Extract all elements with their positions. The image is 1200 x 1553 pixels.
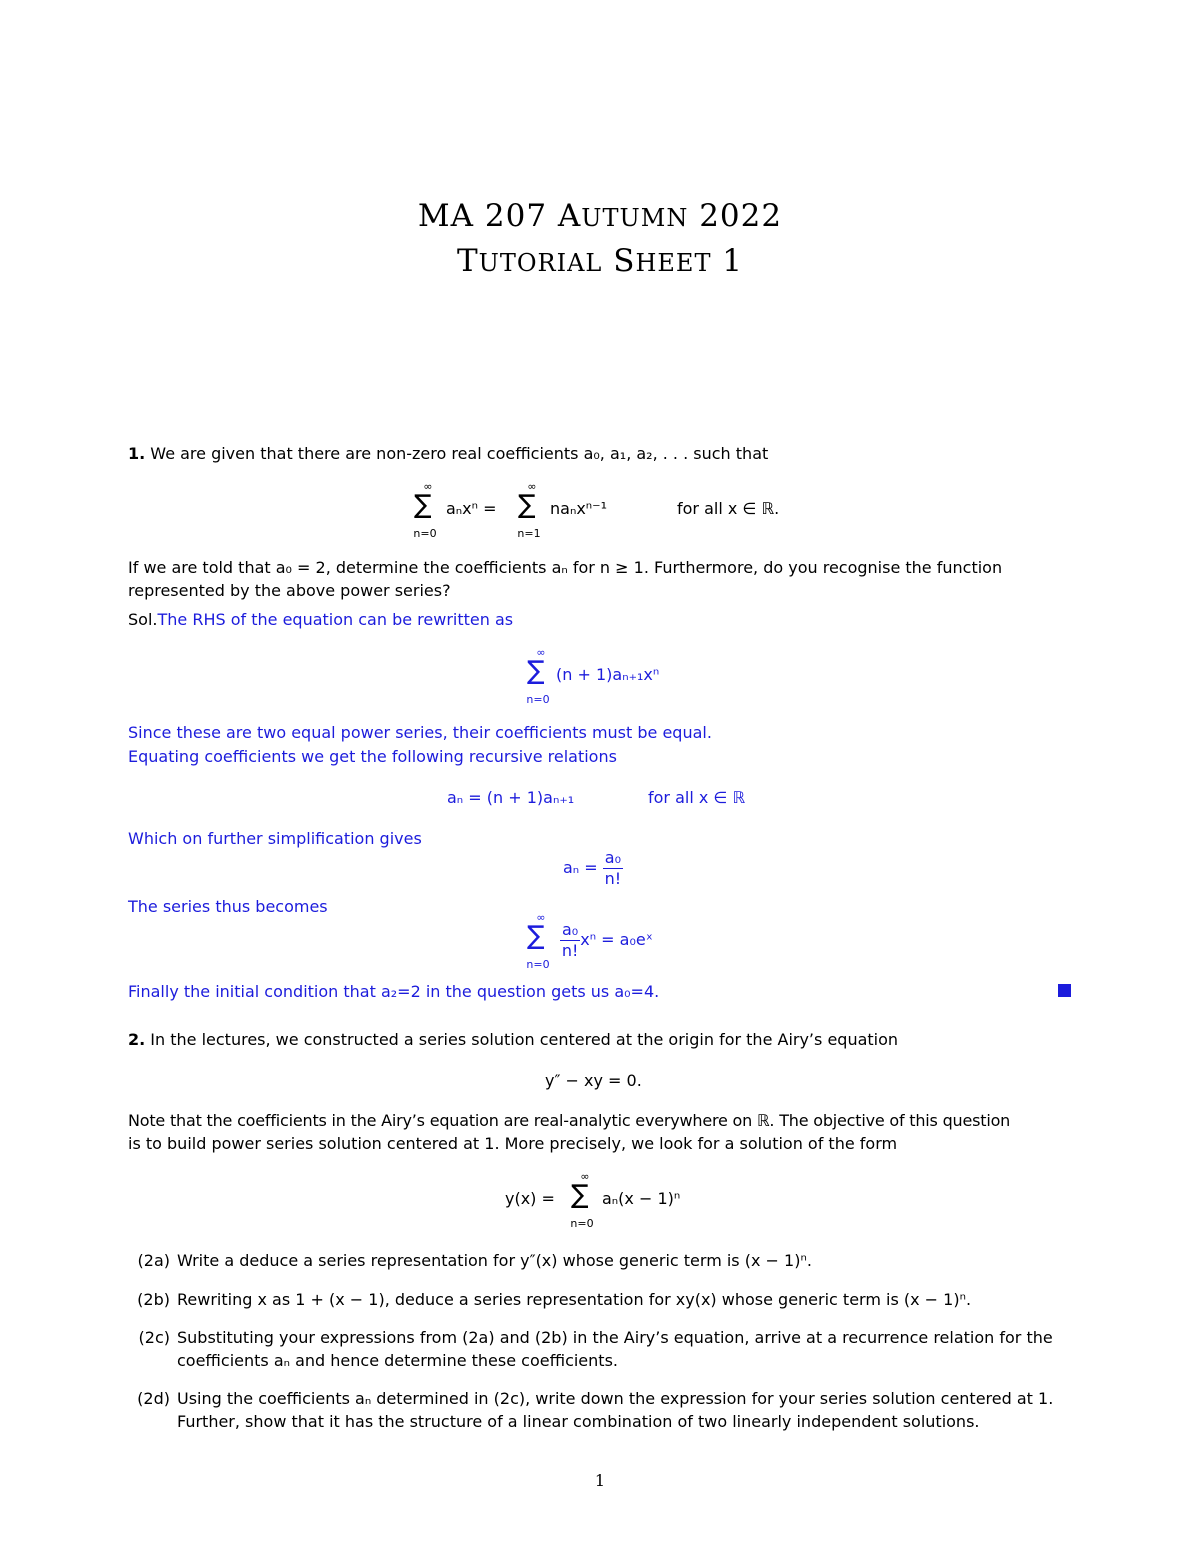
recursion-equation: aₙ = (n + 1)aₙ₊₁	[447, 788, 575, 807]
sum-lower-limit: n=0	[526, 958, 550, 971]
q1-intro: 1. We are given that there are non-zero real coefficients a₀, a₁, a₂, . . . such that	[128, 444, 769, 463]
sum-lower-limit: n=1	[517, 527, 541, 540]
qed-square-icon	[1058, 984, 1071, 997]
sigma-symbol: ∑	[571, 1180, 589, 1210]
sum-upper-limit: ∞	[536, 646, 546, 659]
title-line-1: MA 207 AUTUMN 2022	[417, 198, 783, 234]
solution-text: Since these are two equal power series, their coefficients must be equal.	[128, 723, 712, 742]
q2-intro: 2. In the lectures, we constructed a series solution centered at the origin for the Airy’s equation	[128, 1030, 899, 1049]
title-line-2: TUTORIAL SHEET 1	[456, 243, 744, 279]
sum-lower-limit: n=0	[413, 527, 437, 540]
solution-text: Which on further simplification gives	[128, 829, 422, 848]
sigma-symbol: ∑	[414, 490, 432, 520]
sum-upper-limit: ∞	[527, 480, 537, 493]
solution-conclusion: Finally the initial condition that a₂=2 in the question gets us a₀=4.	[128, 982, 660, 1001]
an-formula: aₙ = $\frac{\text{a₀}}{n!}$	[563, 848, 622, 888]
sum-upper-limit: ∞	[423, 480, 433, 493]
solution-line-1: Sol.The RHS of the equation can be rewritten as	[128, 610, 514, 629]
airy-equation: y″ − xy = 0.	[545, 1071, 642, 1090]
q1-equation-condition: for all x ∈ ℝ.	[677, 499, 780, 518]
series-result: $\frac{\text{a₀}}{n!}$ xⁿ = a₀eˣ	[561, 920, 653, 960]
sigma-symbol: ∑	[527, 656, 545, 686]
solution-label: Sol.	[128, 610, 158, 629]
sum-upper-limit: ∞	[580, 1170, 590, 1183]
sum-upper-limit: ∞	[536, 911, 546, 924]
q1-equation-rhs: naₙxⁿ⁻¹	[550, 499, 608, 518]
sum-lower-limit: n=0	[526, 693, 550, 706]
sigma-symbol: ∑	[518, 490, 536, 520]
sigma-symbol: ∑	[527, 921, 545, 951]
page-number: 1	[594, 1471, 606, 1490]
q1-equation-lhs: aₙxⁿ =	[446, 499, 497, 518]
recursion-condition: for all x ∈ ℝ	[648, 788, 746, 807]
part-2c: (2c) Substituting your expressions from (2a) and (2b) in the Airy’s equation, arrive at a recurrence relation for the coefficients aₙ and hence determine these coefficients.	[138, 1328, 1053, 1370]
q1-question-line: If we are told that a₀ = 2, determine the coefficients aₙ for n ≥ 1. Furthermore, do you recognise the function	[128, 558, 1003, 577]
solution-text: Equating coefficients we get the following recursive relations	[128, 747, 617, 766]
solution-form-lhs: y(x) =	[505, 1189, 555, 1208]
solution-text: The series thus becomes	[128, 897, 328, 916]
rhs-series: (n + 1)aₙ₊₁xⁿ	[556, 665, 660, 684]
part-2a: (2a) Write a deduce a series representation for y″(x) whose generic term is (x − 1)ⁿ.	[137, 1251, 812, 1270]
sum-lower-limit: n=0	[570, 1217, 594, 1230]
q2-note-line: Note that the coefficients in the Airy’s equation are real-analytic everywhere on ℝ. The objective of this question	[128, 1111, 1011, 1130]
part-2b: (2b) Rewriting x as 1 + (x − 1), deduce a series representation for xy(x) whose generic term is (x − 1)ⁿ.	[137, 1290, 972, 1309]
solution-form-rhs: aₙ(x − 1)ⁿ	[602, 1189, 681, 1208]
q1-question-line: represented by the above power series?	[128, 581, 451, 600]
part-2d: (2d) Using the coefficients aₙ determined in (2c), write down the expression for your series solution centered at 1. Further, show that it has the structure of a linear combination of two linearly independent solutions.	[137, 1389, 1054, 1431]
q2-note-line: is to build power series solution centered at 1. More precisely, we look for a solution of the form	[128, 1134, 898, 1153]
